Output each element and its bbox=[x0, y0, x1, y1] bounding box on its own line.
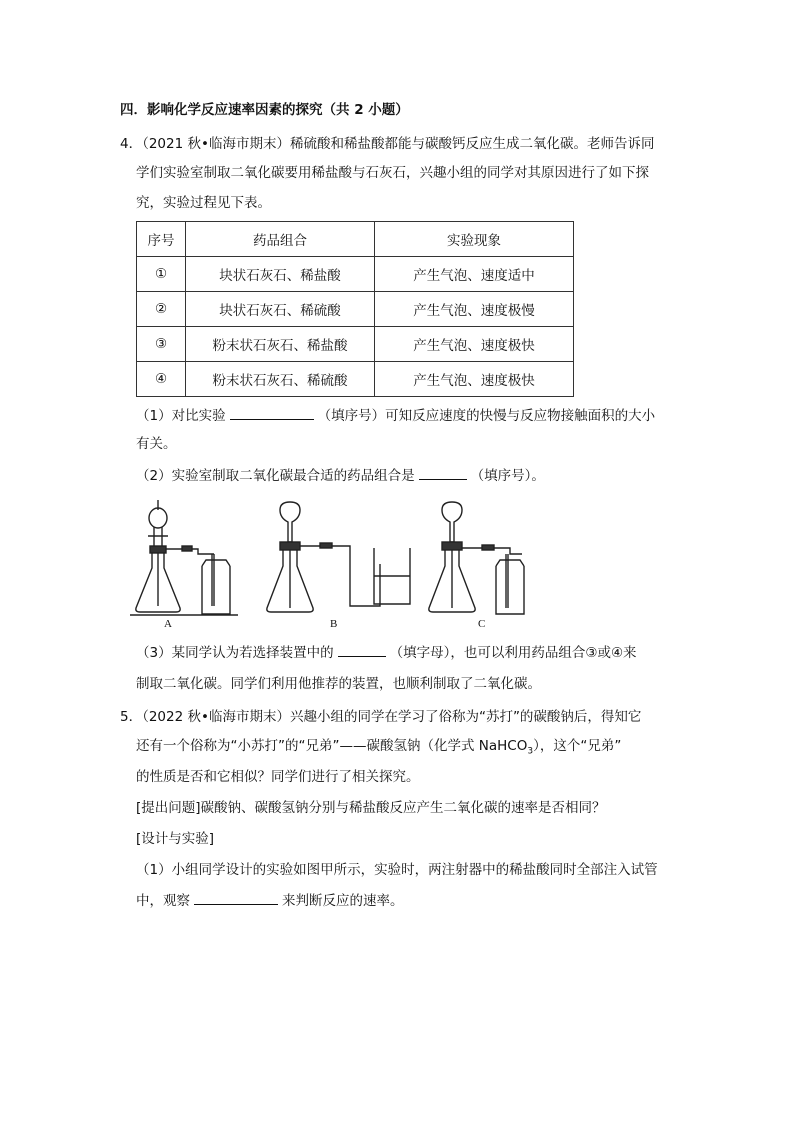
table-cell: 粉末状石灰石、稀盐酸 bbox=[186, 327, 375, 362]
section-title: 四．影响化学反应速率因素的探究（共 2 小题） bbox=[120, 102, 409, 118]
q4-line1: 4．（2021 秋•临海市期末）稀硫酸和稀盐酸都能与碳酸钙反应生成二氧化碳。老师告诉同 bbox=[120, 136, 655, 152]
answer-blank-4[interactable] bbox=[194, 890, 278, 905]
q5-design: [设计与实验] bbox=[136, 831, 215, 847]
label-b: B bbox=[330, 618, 338, 630]
q4-sub1-cont: 有关。 bbox=[136, 436, 177, 452]
apparatus-figure bbox=[130, 496, 690, 630]
table-header: 序号 bbox=[137, 222, 186, 257]
table-cell: ② bbox=[137, 292, 186, 327]
collection-bottle-c bbox=[496, 566, 524, 614]
table-cell: 产生气泡、速度极慢 bbox=[375, 292, 574, 327]
table-header: 实验现象 bbox=[375, 222, 574, 257]
label-c: C bbox=[478, 618, 486, 630]
long-neck-funnel-c bbox=[442, 502, 462, 542]
q4-sub1: （1）对比实验 （填序号）可知反应速度的快慢与反应物接触面积的大小 bbox=[136, 405, 655, 426]
q5-sub1: （1）小组同学设计的实验如图甲所示，实验时，两注射器中的稀盐酸同时全部注入试管 bbox=[136, 862, 658, 878]
table-row bbox=[137, 362, 574, 397]
q4-line2: 学们实验室制取二氧化碳要用稀盐酸与石灰石，兴趣小组的同学对其原因进行了如下探 bbox=[136, 165, 649, 181]
table-header: 药品组合 bbox=[186, 222, 375, 257]
delivery-tube-b bbox=[300, 546, 380, 606]
q4-sub3-cont: 制取二氧化碳。同学们利用他推荐的装置，也顺利制取了二氧化碳。 bbox=[136, 676, 541, 692]
table-cell: ④ bbox=[137, 362, 186, 397]
label-a: A bbox=[164, 618, 172, 630]
table-row bbox=[137, 327, 574, 362]
table-cell: 产生气泡、速度适中 bbox=[375, 257, 574, 292]
q5-line3: 的性质是否和它相似？同学们进行了相关探究。 bbox=[136, 769, 420, 785]
table-cell: 产生气泡、速度极快 bbox=[375, 362, 574, 397]
q4-sub3: （3）某同学认为若选择装置中的 （填字母），也可以利用药品组合③或④来 bbox=[136, 642, 637, 663]
table-header-row bbox=[137, 222, 574, 257]
apparatus-a bbox=[136, 500, 230, 614]
table-cell: 产生气泡、速度极快 bbox=[375, 327, 574, 362]
table-cell: 块状石灰石、稀硫酸 bbox=[186, 292, 375, 327]
table-cell: ③ bbox=[137, 327, 186, 362]
table-row bbox=[137, 292, 574, 327]
table-row bbox=[137, 257, 574, 292]
q4-line3: 究，实验过程见下表。 bbox=[136, 195, 271, 211]
q5-line2: 还有一个俗称为“小苏打”的“兄弟”——碳酸氢钠（化学式 NaHCO$_3$），这个“兄弟” bbox=[136, 738, 622, 757]
experiment-table bbox=[136, 221, 574, 397]
table-cell: 块状石灰石、稀盐酸 bbox=[186, 257, 375, 292]
table-cell: 粉末状石灰石、稀硫酸 bbox=[186, 362, 375, 397]
q5-question: [提出问题]碳酸钠、碳酸氢钠分别与稀盐酸反应产生二氧化碳的速率是否相同？ bbox=[136, 800, 606, 816]
answer-blank-3[interactable] bbox=[338, 642, 386, 657]
q4-sub2: （2）实验室制取二氧化碳最合适的药品组合是 （填序号）。 bbox=[136, 465, 545, 486]
answer-blank-1[interactable] bbox=[230, 405, 314, 420]
long-neck-funnel-b bbox=[280, 502, 300, 542]
answer-blank-2[interactable] bbox=[419, 465, 467, 480]
apparatus-c bbox=[429, 502, 524, 614]
apparatus-b bbox=[267, 502, 410, 612]
separatory-funnel-a bbox=[149, 508, 167, 528]
collection-bottle-a bbox=[202, 566, 230, 614]
q5-sub1-cont: 中，观察 来判断反应的速率。 bbox=[136, 890, 404, 911]
table-cell: ① bbox=[137, 257, 186, 292]
q5-line1: 5．（2022 秋•临海市期末）兴趣小组的同学在学习了俗称为“苏打”的碳酸钠后，得知它 bbox=[120, 709, 642, 725]
